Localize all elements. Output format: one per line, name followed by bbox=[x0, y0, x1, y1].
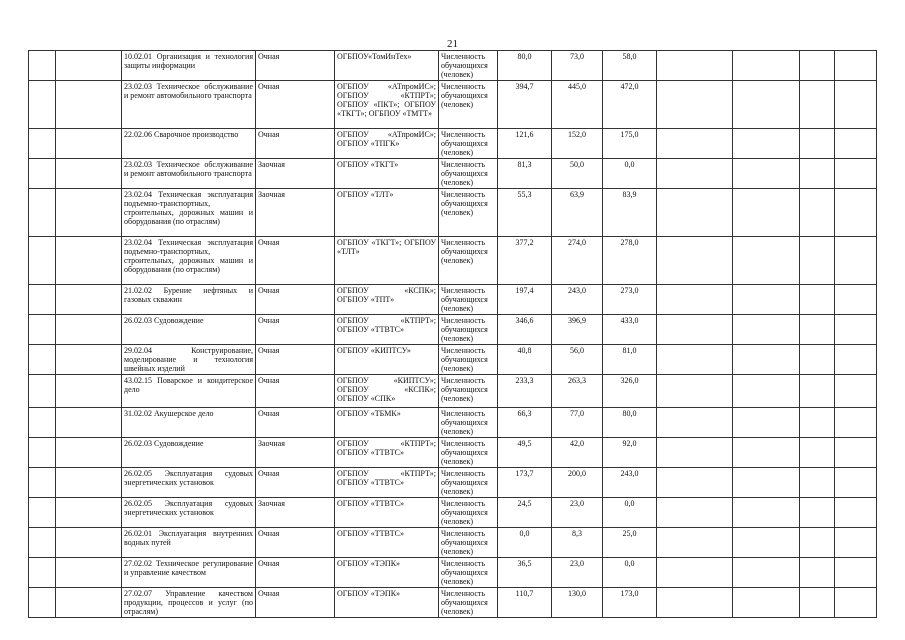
empty-cell bbox=[657, 558, 733, 588]
specialty-cell: 29.02.04 Конструирование, моделирование и технология швейных изделий bbox=[122, 345, 256, 375]
value-cell-1: 377,2 bbox=[498, 237, 552, 285]
empty-cell bbox=[800, 189, 835, 237]
organization-cell: ОГБПОУ «КТПРТ»; ОГБПОУ «ТТВТС» bbox=[335, 468, 439, 498]
organization-cell: ОГБПОУ «АТпромИС»; ОГБПОУ «КТПРТ»; ОГБПОУ «ПКТ»; ОГБПОУ «ТКГТ»; ОГБПОУ «ТМТТ» bbox=[335, 81, 439, 129]
empty-cell bbox=[56, 81, 122, 129]
empty-cell bbox=[29, 285, 56, 315]
empty-cell bbox=[800, 375, 835, 408]
empty-cell bbox=[835, 159, 877, 189]
empty-cell bbox=[29, 498, 56, 528]
empty-cell bbox=[657, 468, 733, 498]
organization-cell: ОГБПОУ «ТЭПК» bbox=[335, 588, 439, 618]
indicator-cell: Численность обучающихся (человек) bbox=[439, 438, 498, 468]
specialty-cell: 23.02.03 Техническое обслуживание и ремонт автомобильного транспорта bbox=[122, 81, 256, 129]
value-cell-3: 173,0 bbox=[603, 588, 657, 618]
empty-cell bbox=[657, 345, 733, 375]
table-row bbox=[29, 129, 877, 159]
value-cell-3: 175,0 bbox=[603, 129, 657, 159]
value-cell-1: 110,7 bbox=[498, 588, 552, 618]
value-cell-1: 49,5 bbox=[498, 438, 552, 468]
table-row bbox=[29, 408, 877, 438]
indicator-cell: Численность обучающихся (человек) bbox=[439, 129, 498, 159]
organization-cell: ОГБПОУ «ТТВТС» bbox=[335, 498, 439, 528]
empty-cell bbox=[835, 315, 877, 345]
empty-cell bbox=[56, 408, 122, 438]
value-cell-2: 23,0 bbox=[552, 558, 603, 588]
empty-cell bbox=[835, 81, 877, 129]
value-cell-3: 326,0 bbox=[603, 375, 657, 408]
specialty-cell: 23.02.03 Техническое обслуживание и ремонт автомобильного транспорта bbox=[122, 159, 256, 189]
specialty-cell: 23.02.04 Техническая эксплуатация подъемно-транспортных, строительных, дорожных машин и оборудования (по отраслям) bbox=[122, 189, 256, 237]
empty-cell bbox=[800, 528, 835, 558]
value-cell-3: 0,0 bbox=[603, 159, 657, 189]
value-cell-3: 0,0 bbox=[603, 498, 657, 528]
value-cell-1: 0,0 bbox=[498, 528, 552, 558]
data-table bbox=[28, 50, 877, 618]
empty-cell bbox=[800, 237, 835, 285]
specialty-cell: 26.02.03 Судовождение bbox=[122, 438, 256, 468]
empty-cell bbox=[733, 375, 800, 408]
empty-cell bbox=[657, 129, 733, 159]
empty-cell bbox=[835, 498, 877, 528]
empty-cell bbox=[835, 408, 877, 438]
empty-cell bbox=[733, 558, 800, 588]
study-form-cell: Очная bbox=[256, 81, 335, 129]
organization-cell: ОГБПОУ «ТТВТС» bbox=[335, 528, 439, 558]
empty-cell bbox=[800, 438, 835, 468]
empty-cell bbox=[800, 81, 835, 129]
organization-cell: ОГБПОУ «АТпромИС»; ОГБПОУ «ТПГК» bbox=[335, 129, 439, 159]
indicator-cell: Численность обучающихся (человек) bbox=[439, 498, 498, 528]
indicator-cell: Численность обучающихся (человек) bbox=[439, 285, 498, 315]
empty-cell bbox=[657, 375, 733, 408]
empty-cell bbox=[835, 438, 877, 468]
value-cell-2: 56,0 bbox=[552, 345, 603, 375]
value-cell-3: 278,0 bbox=[603, 237, 657, 285]
empty-cell bbox=[29, 468, 56, 498]
table-row bbox=[29, 375, 877, 408]
empty-cell bbox=[733, 237, 800, 285]
empty-cell bbox=[56, 468, 122, 498]
organization-cell: ОГБПОУ «ТЛТ» bbox=[335, 189, 439, 237]
empty-cell bbox=[800, 129, 835, 159]
study-form-cell: Очная bbox=[256, 375, 335, 408]
value-cell-1: 66,3 bbox=[498, 408, 552, 438]
empty-cell bbox=[835, 237, 877, 285]
table-row bbox=[29, 498, 877, 528]
study-form-cell: Очная bbox=[256, 315, 335, 345]
specialty-cell: 10.02.01 Организация и технология защиты информации bbox=[122, 51, 256, 81]
value-cell-2: 200,0 bbox=[552, 468, 603, 498]
empty-cell bbox=[733, 345, 800, 375]
value-cell-2: 73,0 bbox=[552, 51, 603, 81]
empty-cell bbox=[29, 51, 56, 81]
value-cell-1: 36,5 bbox=[498, 558, 552, 588]
empty-cell bbox=[835, 558, 877, 588]
value-cell-3: 273,0 bbox=[603, 285, 657, 315]
specialty-cell: 23.02.04 Техническая эксплуатация подъемно-транспортных, строительных, дорожных машин и оборудования (по отраслям) bbox=[122, 237, 256, 285]
empty-cell bbox=[29, 528, 56, 558]
table-row bbox=[29, 189, 877, 237]
empty-cell bbox=[657, 408, 733, 438]
indicator-cell: Численность обучающихся (человек) bbox=[439, 528, 498, 558]
empty-cell bbox=[657, 285, 733, 315]
indicator-cell: Численность обучающихся (человек) bbox=[439, 51, 498, 81]
empty-cell bbox=[56, 588, 122, 618]
value-cell-3: 80,0 bbox=[603, 408, 657, 438]
specialty-cell: 22.02.06 Сварочное производство bbox=[122, 129, 256, 159]
specialty-cell: 21.02.02 Бурение нефтяных и газовых скважин bbox=[122, 285, 256, 315]
value-cell-2: 8,3 bbox=[552, 528, 603, 558]
value-cell-2: 152,0 bbox=[552, 129, 603, 159]
empty-cell bbox=[835, 129, 877, 159]
empty-cell bbox=[835, 51, 877, 81]
empty-cell bbox=[29, 558, 56, 588]
organization-cell: ОГБПОУ «КСПК»; ОГБПОУ «ТПТ» bbox=[335, 285, 439, 315]
indicator-cell: Численность обучающихся (человек) bbox=[439, 375, 498, 408]
table-row bbox=[29, 285, 877, 315]
value-cell-2: 77,0 bbox=[552, 408, 603, 438]
value-cell-1: 233,3 bbox=[498, 375, 552, 408]
table-row bbox=[29, 237, 877, 285]
table-row bbox=[29, 315, 877, 345]
value-cell-1: 394,7 bbox=[498, 81, 552, 129]
table-row bbox=[29, 468, 877, 498]
empty-cell bbox=[29, 408, 56, 438]
empty-cell bbox=[800, 51, 835, 81]
indicator-cell: Численность обучающихся (человек) bbox=[439, 588, 498, 618]
value-cell-1: 173,7 bbox=[498, 468, 552, 498]
empty-cell bbox=[800, 345, 835, 375]
empty-cell bbox=[835, 285, 877, 315]
value-cell-2: 23,0 bbox=[552, 498, 603, 528]
value-cell-2: 243,0 bbox=[552, 285, 603, 315]
value-cell-3: 92,0 bbox=[603, 438, 657, 468]
study-form-cell: Очная bbox=[256, 237, 335, 285]
value-cell-2: 130,0 bbox=[552, 588, 603, 618]
empty-cell bbox=[657, 189, 733, 237]
study-form-cell: Заочная bbox=[256, 498, 335, 528]
empty-cell bbox=[56, 189, 122, 237]
table-row bbox=[29, 528, 877, 558]
empty-cell bbox=[56, 375, 122, 408]
table-row bbox=[29, 159, 877, 189]
value-cell-3: 472,0 bbox=[603, 81, 657, 129]
empty-cell bbox=[733, 285, 800, 315]
empty-cell bbox=[800, 315, 835, 345]
organization-cell: ОГБПОУ«ТомИнТех» bbox=[335, 51, 439, 81]
empty-cell bbox=[56, 51, 122, 81]
empty-cell bbox=[657, 315, 733, 345]
value-cell-3: 433,0 bbox=[603, 315, 657, 345]
indicator-cell: Численность обучающихся (человек) bbox=[439, 189, 498, 237]
value-cell-2: 445,0 bbox=[552, 81, 603, 129]
value-cell-3: 81,0 bbox=[603, 345, 657, 375]
empty-cell bbox=[800, 285, 835, 315]
value-cell-2: 396,9 bbox=[552, 315, 603, 345]
indicator-cell: Численность обучающихся (человек) bbox=[439, 81, 498, 129]
organization-cell: ОГБПОУ «ТКГТ»; ОГБПОУ «ТЛТ» bbox=[335, 237, 439, 285]
indicator-cell: Численность обучающихся (человек) bbox=[439, 408, 498, 438]
specialty-cell: 26.02.01 Эксплуатация внутренних водных путей bbox=[122, 528, 256, 558]
specialty-cell: 43.02.15 Поварское и кондитерское дело bbox=[122, 375, 256, 408]
empty-cell bbox=[800, 558, 835, 588]
value-cell-1: 24,5 bbox=[498, 498, 552, 528]
organization-cell: ОГБПОУ «ТКГТ» bbox=[335, 159, 439, 189]
value-cell-3: 83,9 bbox=[603, 189, 657, 237]
indicator-cell: Численность обучающихся (человек) bbox=[439, 159, 498, 189]
empty-cell bbox=[657, 438, 733, 468]
empty-cell bbox=[29, 81, 56, 129]
value-cell-1: 121,6 bbox=[498, 129, 552, 159]
specialty-cell: 26.02.05 Эксплуатация судовых энергетических установок bbox=[122, 468, 256, 498]
indicator-cell: Численность обучающихся (человек) bbox=[439, 315, 498, 345]
empty-cell bbox=[835, 189, 877, 237]
empty-cell bbox=[29, 588, 56, 618]
study-form-cell: Очная bbox=[256, 468, 335, 498]
study-form-cell: Очная bbox=[256, 285, 335, 315]
study-form-cell: Очная bbox=[256, 345, 335, 375]
indicator-cell: Численность обучающихся (человек) bbox=[439, 237, 498, 285]
value-cell-1: 80,0 bbox=[498, 51, 552, 81]
empty-cell bbox=[733, 408, 800, 438]
empty-cell bbox=[657, 498, 733, 528]
empty-cell bbox=[800, 408, 835, 438]
empty-cell bbox=[733, 528, 800, 558]
empty-cell bbox=[29, 375, 56, 408]
empty-cell bbox=[56, 237, 122, 285]
organization-cell: ОГБПОУ «КТПРТ»; ОГБПОУ «ТТВТС» bbox=[335, 315, 439, 345]
specialty-cell: 27.02.07 Управление качеством продукции, процессов и услуг (по отраслям) bbox=[122, 588, 256, 618]
value-cell-1: 55,3 bbox=[498, 189, 552, 237]
empty-cell bbox=[56, 528, 122, 558]
indicator-cell: Численность обучающихся (человек) bbox=[439, 345, 498, 375]
value-cell-1: 197,4 bbox=[498, 285, 552, 315]
study-form-cell: Заочная bbox=[256, 159, 335, 189]
page-number: 21 bbox=[447, 38, 458, 50]
organization-cell: ОГБПОУ «КИПТСУ» bbox=[335, 345, 439, 375]
empty-cell bbox=[29, 345, 56, 375]
empty-cell bbox=[56, 438, 122, 468]
value-cell-1: 40,8 bbox=[498, 345, 552, 375]
empty-cell bbox=[56, 345, 122, 375]
study-form-cell: Очная bbox=[256, 408, 335, 438]
empty-cell bbox=[733, 159, 800, 189]
study-form-cell: Заочная bbox=[256, 438, 335, 468]
empty-cell bbox=[733, 315, 800, 345]
empty-cell bbox=[800, 159, 835, 189]
value-cell-3: 25,0 bbox=[603, 528, 657, 558]
empty-cell bbox=[733, 51, 800, 81]
empty-cell bbox=[56, 159, 122, 189]
empty-cell bbox=[800, 588, 835, 618]
specialty-cell: 26.02.05 Эксплуатация судовых энергетических установок bbox=[122, 498, 256, 528]
empty-cell bbox=[835, 375, 877, 408]
indicator-cell: Численность обучающихся (человек) bbox=[439, 558, 498, 588]
study-form-cell: Очная bbox=[256, 558, 335, 588]
specialty-cell: 31.02.02 Акушерское дело bbox=[122, 408, 256, 438]
value-cell-2: 42,0 bbox=[552, 438, 603, 468]
value-cell-3: 58,0 bbox=[603, 51, 657, 81]
empty-cell bbox=[56, 558, 122, 588]
value-cell-3: 0,0 bbox=[603, 558, 657, 588]
table-row bbox=[29, 558, 877, 588]
empty-cell bbox=[29, 129, 56, 159]
empty-cell bbox=[56, 498, 122, 528]
organization-cell: ОГБПОУ «ТЭПК» bbox=[335, 558, 439, 588]
study-form-cell: Очная bbox=[256, 528, 335, 558]
empty-cell bbox=[657, 51, 733, 81]
empty-cell bbox=[657, 81, 733, 129]
empty-cell bbox=[29, 438, 56, 468]
organization-cell: ОГБПОУ «КИПТСУ»; ОГБПОУ «КСПК»; ОГБПОУ «СПК» bbox=[335, 375, 439, 408]
table-row bbox=[29, 588, 877, 618]
value-cell-2: 63,9 bbox=[552, 189, 603, 237]
empty-cell bbox=[56, 315, 122, 345]
empty-cell bbox=[835, 588, 877, 618]
empty-cell bbox=[56, 285, 122, 315]
empty-cell bbox=[657, 528, 733, 558]
specialty-cell: 26.02.03 Судовождение bbox=[122, 315, 256, 345]
table-row bbox=[29, 438, 877, 468]
table-row bbox=[29, 81, 877, 129]
empty-cell bbox=[733, 468, 800, 498]
empty-cell bbox=[657, 237, 733, 285]
study-form-cell: Очная bbox=[256, 51, 335, 81]
empty-cell bbox=[835, 345, 877, 375]
organization-cell: ОГБПОУ «КТПРТ»; ОГБПОУ «ТТВТС» bbox=[335, 438, 439, 468]
specialty-cell: 27.02.02 Техническое регулирование и управление качеством bbox=[122, 558, 256, 588]
empty-cell bbox=[835, 528, 877, 558]
organization-cell: ОГБПОУ «ТБМК» bbox=[335, 408, 439, 438]
empty-cell bbox=[733, 129, 800, 159]
value-cell-2: 263,3 bbox=[552, 375, 603, 408]
study-form-cell: Очная bbox=[256, 129, 335, 159]
value-cell-3: 243,0 bbox=[603, 468, 657, 498]
value-cell-1: 346,6 bbox=[498, 315, 552, 345]
indicator-cell: Численность обучающихся (человек) bbox=[439, 468, 498, 498]
empty-cell bbox=[835, 468, 877, 498]
value-cell-1: 81,3 bbox=[498, 159, 552, 189]
value-cell-2: 50,0 bbox=[552, 159, 603, 189]
value-cell-2: 274,0 bbox=[552, 237, 603, 285]
empty-cell bbox=[657, 159, 733, 189]
empty-cell bbox=[29, 237, 56, 285]
empty-cell bbox=[733, 189, 800, 237]
empty-cell bbox=[733, 498, 800, 528]
study-form-cell: Заочная bbox=[256, 189, 335, 237]
study-form-cell: Очная bbox=[256, 588, 335, 618]
empty-cell bbox=[800, 468, 835, 498]
table-row bbox=[29, 345, 877, 375]
table-row bbox=[29, 51, 877, 81]
empty-cell bbox=[733, 81, 800, 129]
empty-cell bbox=[800, 498, 835, 528]
empty-cell bbox=[56, 129, 122, 159]
empty-cell bbox=[733, 438, 800, 468]
empty-cell bbox=[733, 588, 800, 618]
empty-cell bbox=[29, 189, 56, 237]
empty-cell bbox=[657, 588, 733, 618]
empty-cell bbox=[29, 315, 56, 345]
empty-cell bbox=[29, 159, 56, 189]
